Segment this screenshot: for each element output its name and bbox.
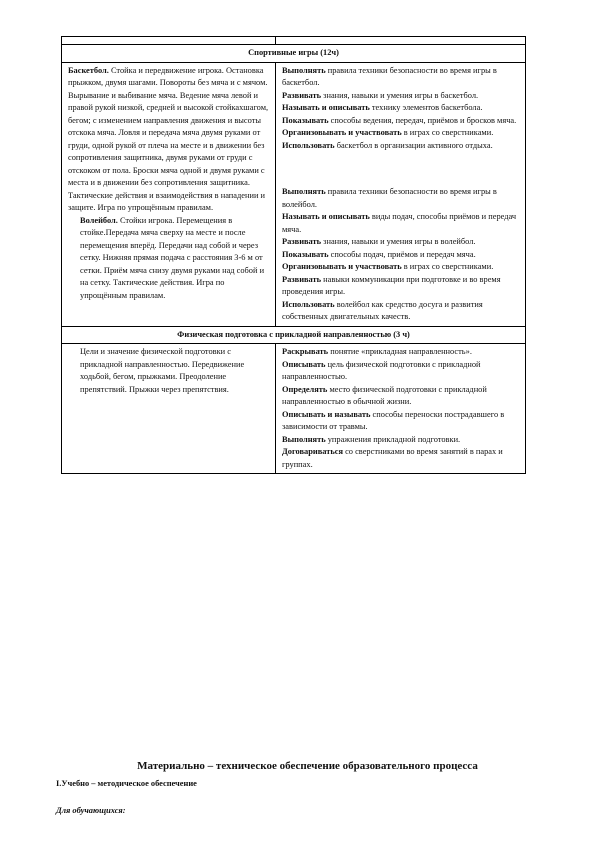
content-cell-physical [62,344,276,474]
empty-cell [62,37,276,45]
key-term: Показывать [282,249,329,259]
paragraph-text: понятие «прикладная направленность». [328,347,472,356]
physical-activities [282,346,521,471]
key-term: Волейбол. [80,215,118,225]
paragraph-text: способы подач, приёмов и передач мяча. [328,249,476,259]
paragraph-text: в играх со сверстниками. [401,128,494,137]
paragraph-text: Цели и значение физической подготовки с прикладной направленностью. Передвижение ходьбой, бегом, прыжками. Преодоление препятствий. Прыжки через препятствия. [80,347,245,394]
key-term: Показывать [282,115,329,125]
key-term: Договариваться [282,447,343,456]
empty-cell [276,37,526,45]
paragraph [282,446,521,471]
paragraph-text: цель физической подготовки с прикладной направленностью. [282,359,481,381]
table-empty-row [62,37,526,45]
paragraph-text: знания, навыки и умения игры в баскетбол. [321,90,479,100]
key-term: Раскрывать [282,347,329,356]
key-term: Выполнять [282,434,326,444]
key-term: Описывать и называть [282,409,371,419]
paragraph [282,299,521,324]
key-term: Называть и описывать [282,103,370,112]
volleyball-activities [282,186,521,324]
physical-content [68,346,271,396]
basketball-content [68,65,271,215]
key-term: Описывать [282,359,326,369]
paragraph [282,236,521,249]
paragraph [282,261,521,274]
table-row [62,62,526,326]
key-term: Развивать [282,274,322,284]
paragraph [80,215,271,303]
paragraph [282,186,521,211]
paragraph-text: виды подач, способы приёмов и передач мяча. [282,212,517,234]
activity-cell-physical [276,344,526,474]
paragraph-text: Стойка и передвижение игрока. Остановка прыжком, двумя шагами. Повороты без мяча и с мячом. Вырывание и выбивание мяча. Ведение мяча левой и правой рукой низкой, средней и высокой стойкахшагом, бегом; с изменением направления движения и высоты отскока мяча. Ловля и передача мяча двумя руками от груди, одной рукой от плеча на месте и в движении без сопротивления защитника, двумя руками от груди с отскоком от пола. Броски мяча одной и двумя руками с места и в движении без сопротивления защитника. Тактические действия и взаимодействия в нападении и защите. Игра по упрощённым правилам. [68,65,269,212]
materials-heading: Материально – техническое обеспечение образовательного процесса [137,760,478,772]
key-term: Выполнять [282,187,326,196]
paragraph-text: волейбол как средство досуга и развития собственных двигательных качеств. [282,299,483,321]
paragraph-text: способы ведения, передач, приёмов и бросков мяча. [328,115,517,125]
methodical-subheading: I.Учебно – методическое обеспечение [56,779,197,788]
paragraph-text: правила техники безопасности во время игры в волейбол. [282,187,497,209]
spacer [282,152,521,186]
paragraph [282,102,521,115]
paragraph [282,115,521,128]
paragraph-text: знания, навыки и умения игры в волейбол. [321,237,476,246]
key-term: Организовывать и участвовать [282,262,402,271]
key-term: Определять [282,384,328,394]
volleyball-content [68,215,271,303]
section-title-physical-training: Физическая подготовка с прикладной направленностью (3 ч) [62,326,526,344]
paragraph-text: навыки коммуникации при подготовке и во время проведения игры. [282,274,501,296]
paragraph-text: со сверстниками во время занятий в парах и группах. [282,447,503,469]
paragraph-text: технику элементов баскетбола. [369,103,483,112]
section-title-sports-games: Спортивные игры (12ч) [62,45,526,63]
paragraph-text: место физической подготовки с прикладной направленностью в обычной жизни. [282,384,487,406]
table-row [62,344,526,474]
key-term: Развивать [282,237,322,246]
paragraph-text: упражнения прикладной подготовки. [325,434,461,444]
paragraph [282,65,521,90]
paragraph-text: Стойки игрока. Перемещения в стойке.Передача мяча сверху на месте и после перемещения вперёд. Передачи над собой и через сетку. Нижняя прямая подача с расстояния 3-6 м от сетки. Приём мяча снизу двумя руками над собой и на сетку. Тактические действия. Игра по упрощённым правилам. [80,215,265,300]
paragraph-text: в играх со сверстниками. [401,262,494,271]
paragraph [282,384,521,409]
key-term: Выполнять [282,65,326,75]
key-term: Развивать [282,90,322,100]
content-cell-sports [62,62,276,326]
key-term: Баскетбол. [68,65,109,75]
key-term: Организовывать и участвовать [282,128,402,137]
paragraph [282,359,521,384]
paragraph [282,249,521,262]
paragraph-text: способы переноски пострадавшего в зависимости от травмы. [282,409,505,431]
paragraph [282,434,521,447]
paragraph [282,346,521,359]
paragraph [282,409,521,434]
paragraph [282,90,521,103]
paragraph [282,211,521,236]
section-header-row [62,326,526,344]
curriculum-table [61,36,526,474]
basketball-activities [282,65,521,153]
paragraph [68,65,271,215]
paragraph [282,140,521,153]
key-term: Использовать [282,299,335,309]
activity-cell-sports [276,62,526,326]
paragraph-text: правила техники безопасности во время игры в баскетбол. [282,65,497,87]
paragraph [80,346,271,396]
section-header-row [62,45,526,63]
paragraph [282,274,521,299]
paragraph-text: баскетбол в организации активного отдыха. [334,140,493,150]
key-term: Использовать [282,140,335,150]
paragraph [282,127,521,140]
key-term: Называть и описывать [282,212,370,221]
for-students-label: Для обучающихся: [56,806,126,815]
